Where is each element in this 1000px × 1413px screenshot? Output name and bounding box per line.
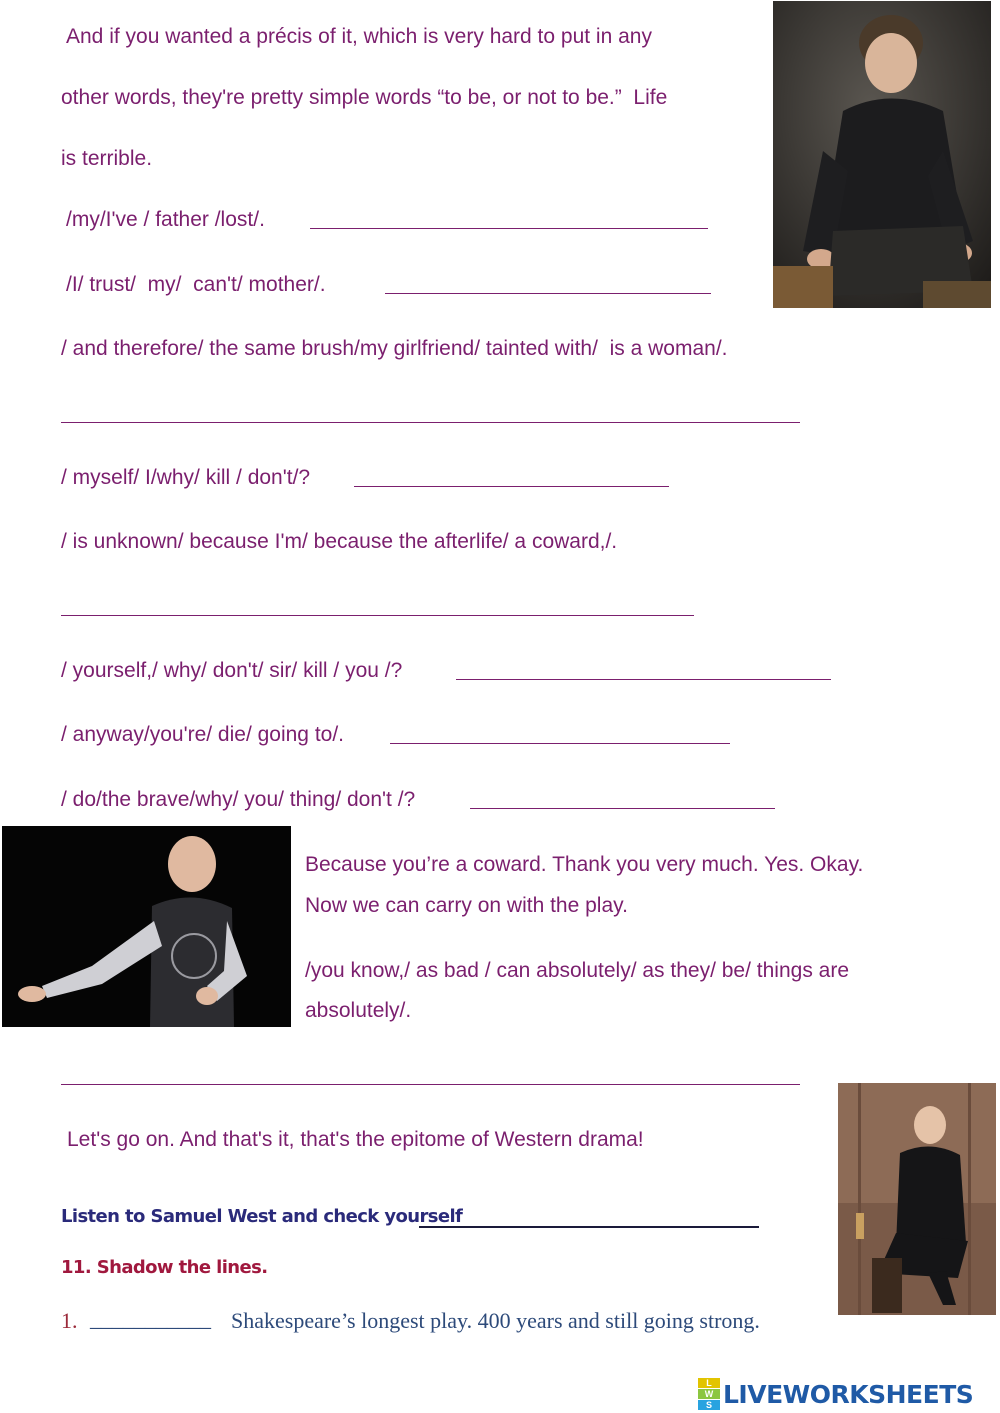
- brand-icon: [698, 1378, 720, 1410]
- answer-field-3[interactable]: [61, 422, 800, 423]
- answer-field-6[interactable]: [456, 679, 831, 680]
- actor-gesturing-image: [2, 826, 291, 1027]
- scramble-1: /my/I've / father /lost/.: [66, 208, 265, 231]
- intro-line-2: other words, they're pretty simple words “to be, or not to be.” Life: [61, 86, 668, 109]
- answer-field-4[interactable]: [354, 486, 669, 487]
- item-number: 1.: [61, 1308, 78, 1333]
- response-scramble-2: absolutely/.: [305, 999, 412, 1022]
- response-line-1: Because you’re a coward. Thank you very much. Yes. Okay.: [305, 853, 864, 876]
- answer-field-2[interactable]: [385, 293, 711, 294]
- item-text: Shakespeare’s longest play. 400 years and still going strong.: [231, 1308, 760, 1333]
- scramble-2: /I/ trust/ my/ can't/ mother/.: [66, 273, 326, 296]
- item-blank[interactable]: ___________: [90, 1306, 211, 1331]
- listen-answer-field[interactable]: [419, 1226, 759, 1228]
- answer-field-9[interactable]: [61, 1084, 800, 1085]
- answer-field-5[interactable]: [61, 615, 694, 616]
- brand-name: LIVEWORKSHEETS: [723, 1379, 974, 1409]
- brand-icon-letter-w: W: [698, 1389, 720, 1399]
- actor-gesturing-photo: [2, 826, 291, 1027]
- intro-line-3: is terrible.: [61, 147, 153, 170]
- scramble-6: / yourself,/ why/ don't/ sir/ kill / you /?: [61, 659, 403, 682]
- closing-line: Let's go on. And that's it, that's the epitome of Western drama!: [67, 1128, 644, 1151]
- section-heading: 11. Shadow the lines.: [61, 1257, 268, 1278]
- answer-field-7[interactable]: [390, 743, 730, 744]
- answer-field-1[interactable]: [310, 228, 708, 229]
- brand-logo: [698, 1378, 994, 1410]
- scramble-5: / is unknown/ because I'm/ because the afterlife/ a coward,/.: [61, 530, 618, 553]
- response-scramble-1: /you know,/ as bad / can absolutely/ as they/ be/ things are: [305, 959, 850, 982]
- intro-line-1: And if you wanted a précis of it, which is very hard to put in any: [66, 25, 652, 48]
- scramble-7: / anyway/you're/ die/ going to/.: [61, 723, 345, 746]
- actor-seated-photo: [773, 1, 991, 308]
- scramble-8: / do/the brave/why/ you/ thing/ don't /?: [61, 788, 416, 811]
- actor-smiling-photo: [838, 1083, 996, 1315]
- brand-icon-letter-l: L: [698, 1378, 720, 1388]
- brand-icon-letter-s: S: [698, 1400, 720, 1410]
- scramble-3: / and therefore/ the same brush/my girlfriend/ tainted with/ is a woman/.: [61, 337, 728, 360]
- answer-field-8[interactable]: [470, 808, 775, 809]
- response-line-2: Now we can carry on with the play.: [305, 894, 628, 917]
- actor-seated-image: [773, 1, 991, 308]
- listen-label: Listen to Samuel West and check yourself: [61, 1206, 463, 1227]
- actor-smiling-image: [838, 1083, 996, 1315]
- scramble-4: / myself/ I/why/ kill / don't/?: [61, 466, 311, 489]
